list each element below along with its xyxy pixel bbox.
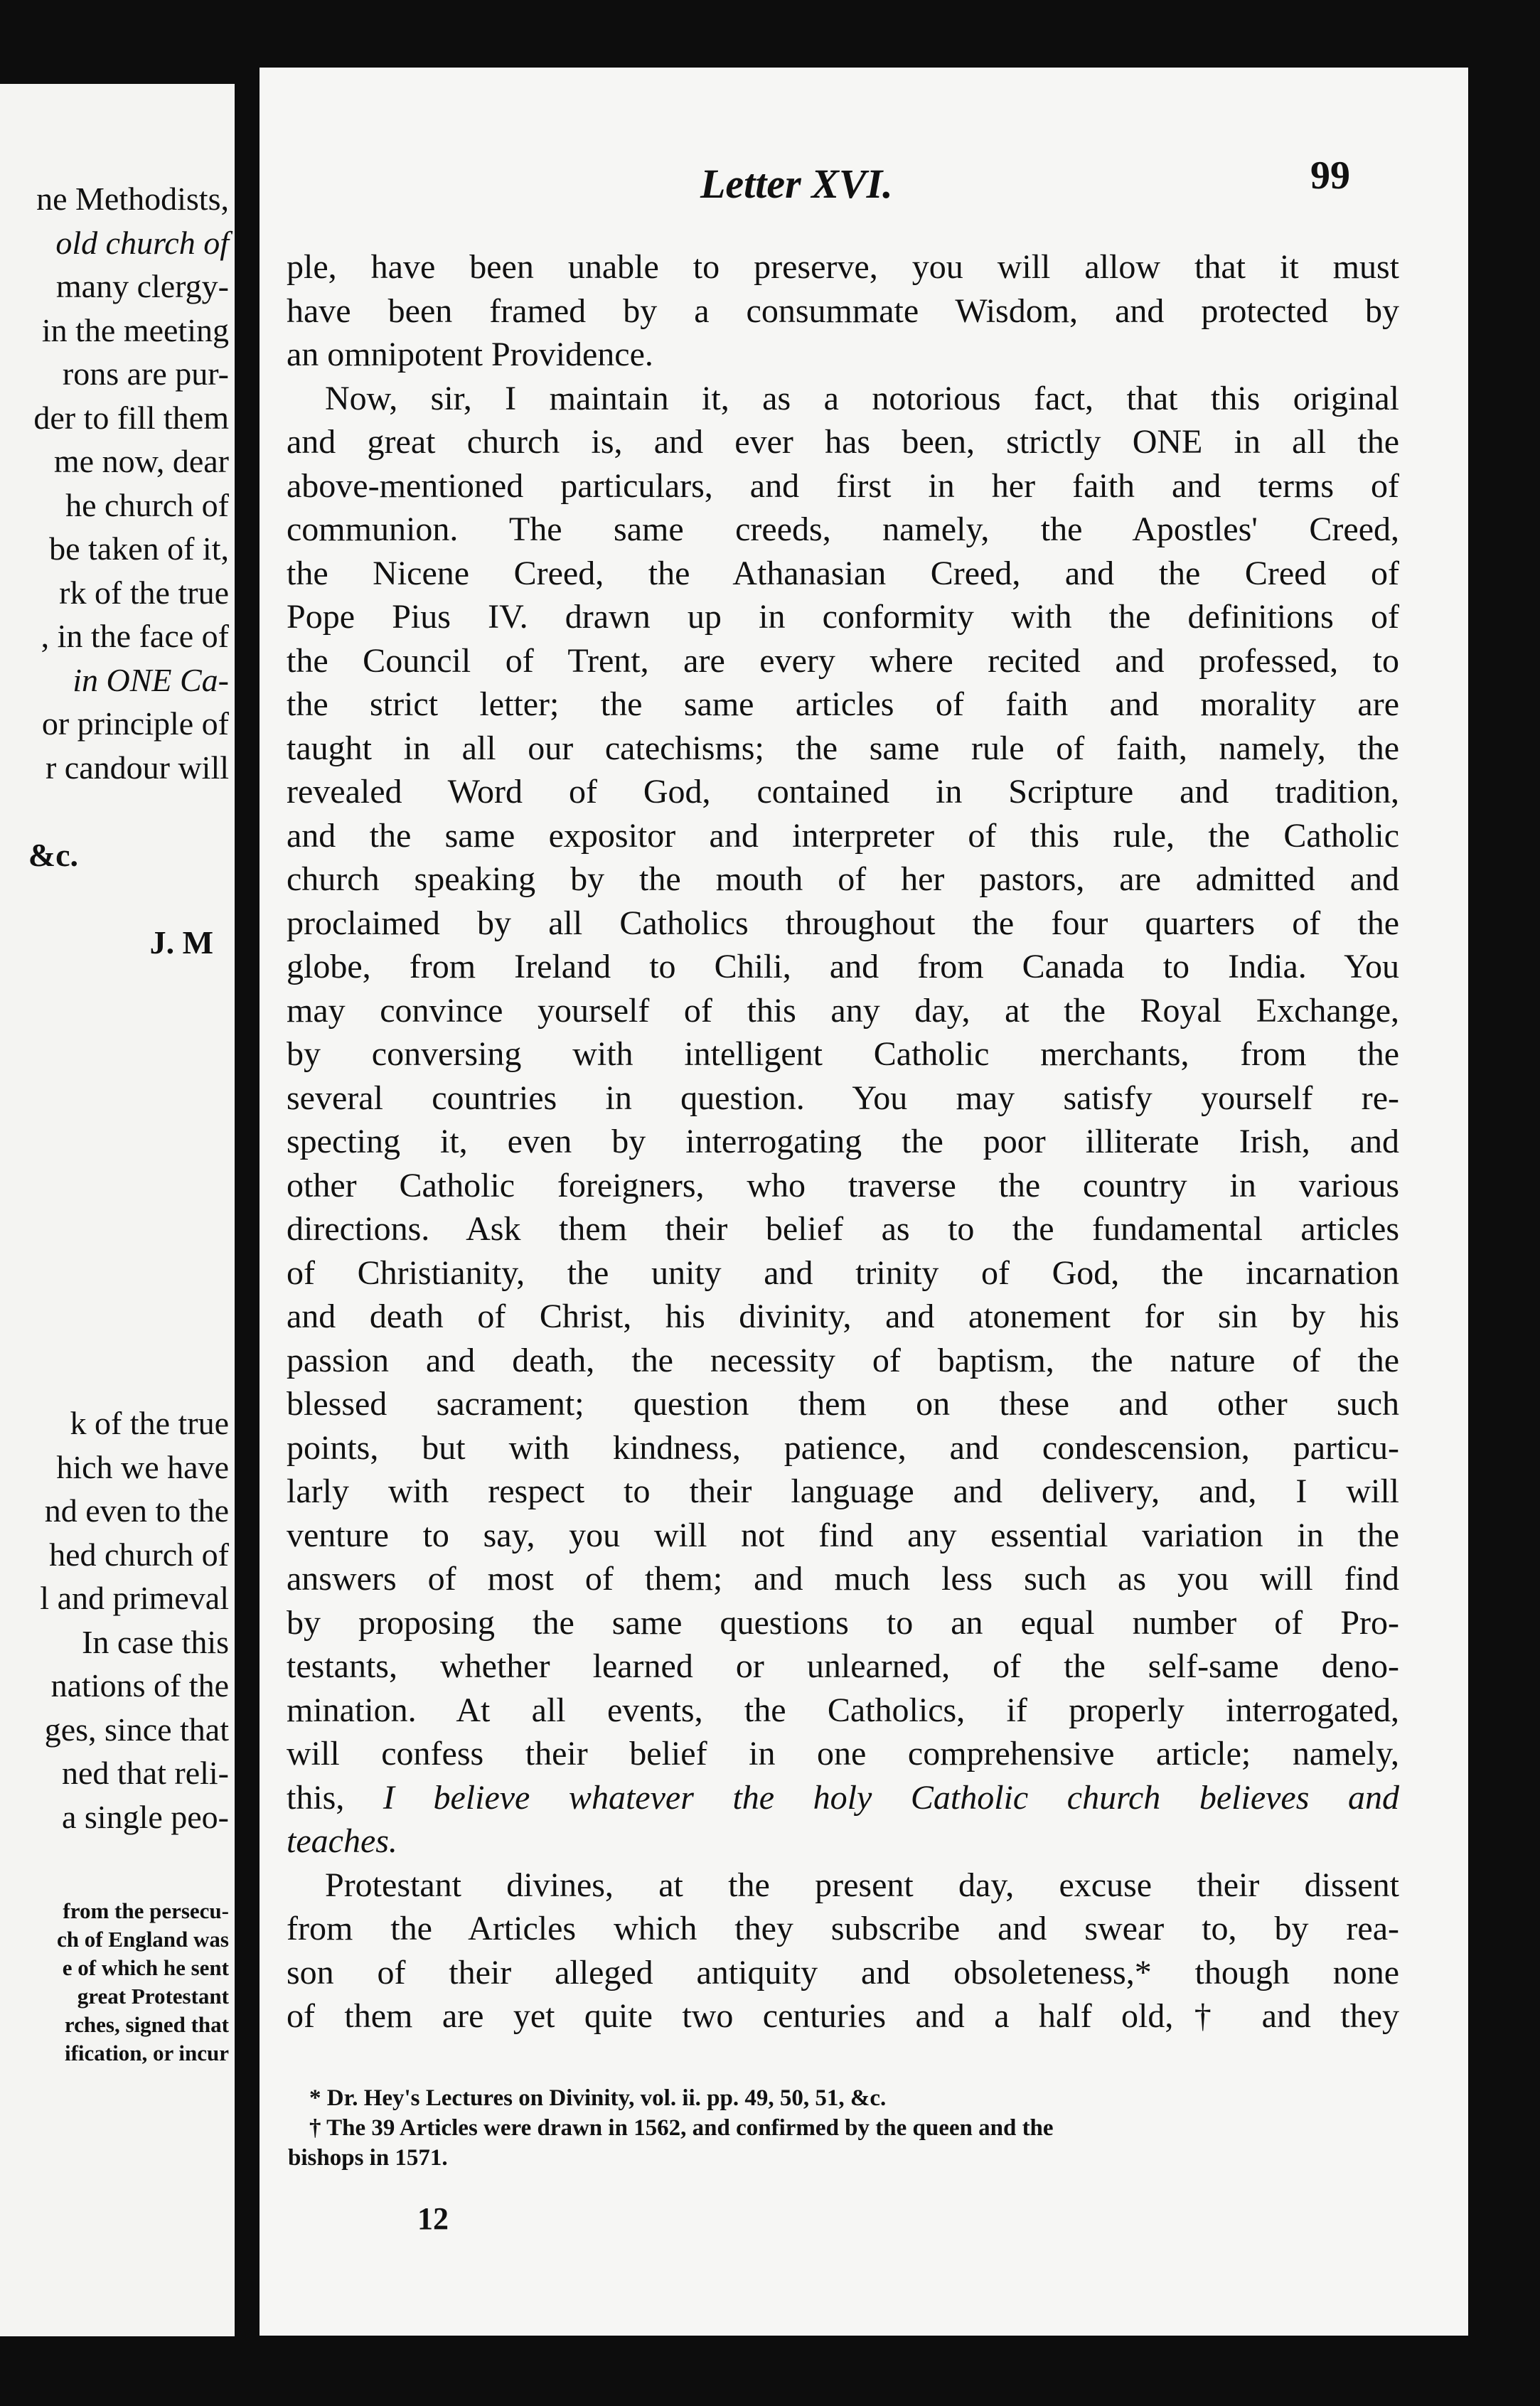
left-text-line: in the meeting bbox=[41, 311, 229, 348]
text-line: will confess their belief in one comprehensive article; namely, bbox=[287, 1735, 1399, 1773]
text-line: specting it, even by interrogating the poor illiterate Irish, and bbox=[287, 1123, 1399, 1160]
left-text-line: or principle of bbox=[41, 705, 229, 742]
text-line: proclaimed by all Catholics throughout the four quarters of the bbox=[287, 904, 1399, 942]
left-text-line: , in the face of bbox=[41, 618, 229, 654]
footnote-line: * Dr. Hey's Lectures on Divinity, vol. ii. pp. 49, 50, 51, &c. bbox=[309, 2085, 887, 2111]
left-text-line: ned that reli- bbox=[61, 1755, 229, 1791]
text-line: and death of Christ, his divinity, and atonement for sin by his bbox=[287, 1298, 1399, 1335]
left-text-line: k of the true bbox=[70, 1405, 229, 1441]
left-footnote-line: ch of England was bbox=[56, 1927, 229, 1952]
text-line: by proposing the same questions to an equal number of Pro- bbox=[287, 1603, 1399, 1642]
left-text-line: rons are pur- bbox=[62, 355, 229, 392]
text-line: Protestant divines, at the present day, excuse their dissent bbox=[325, 1866, 1399, 1904]
left-text-line: J. M bbox=[149, 924, 213, 961]
text-line: communion. The same creeds, namely, the Apostles' Creed, bbox=[287, 510, 1399, 548]
left-text-line: many clergy- bbox=[55, 268, 229, 304]
text-line: Now, sir, I maintain it, as a notorious fact, that this original bbox=[325, 379, 1399, 417]
left-text-line: &c. bbox=[28, 836, 78, 873]
text-line: teaches. bbox=[287, 1822, 397, 1860]
left-text-line: hich we have bbox=[56, 1448, 229, 1485]
text-line: mination. At all events, the Catholics, if properly interrogated, bbox=[287, 1691, 1399, 1729]
text-line: revealed Word of God, contained in Scripture and tradition, bbox=[287, 773, 1399, 811]
text-line: directions. Ask them their belief as to the fundamental articles bbox=[287, 1210, 1399, 1248]
text-line: blessed sacrament; question them on these and other such bbox=[287, 1385, 1399, 1423]
left-page-fragment bbox=[0, 84, 235, 2336]
text-line: the Council of Trent, are every where recited and professed, to bbox=[287, 641, 1399, 680]
text-line: points, but with kindness, patience, and condescension, particu- bbox=[287, 1428, 1399, 1467]
left-text-line: he church of bbox=[65, 486, 229, 523]
left-footnote-line: from the persecu- bbox=[63, 1898, 229, 1923]
footnote-line: † The 39 Articles were drawn in 1562, and confirmed by the queen and the bbox=[309, 2115, 1054, 2141]
left-text-line: ges, since that bbox=[44, 1711, 229, 1748]
text-line: and the same expositor and interpreter of this rule, the Catholic bbox=[287, 816, 1399, 855]
left-text-line: r candour will bbox=[45, 749, 229, 786]
text-line: the Nicene Creed, the Athanasian Creed, and the Creed of bbox=[287, 554, 1399, 592]
text-line: church speaking by the mouth of her pastors, are admitted and bbox=[287, 860, 1399, 898]
text-line: have been framed by a consummate Wisdom, and protected by bbox=[287, 292, 1399, 330]
left-text-line: ne Methodists, bbox=[36, 181, 229, 217]
left-text-line: hed church of bbox=[49, 1536, 229, 1573]
left-text-line: in ONE Ca- bbox=[73, 661, 229, 698]
text-line: from the Articles which they subscribe and swear to, by rea- bbox=[287, 1910, 1399, 1947]
text-line: other Catholic foreigners, who traverse the country in various bbox=[287, 1166, 1399, 1204]
text-line: Pope Pius IV. drawn up in conformity with the definitions of bbox=[287, 598, 1399, 636]
text-line: answers of most of them; and much less such as you will find bbox=[287, 1560, 1399, 1598]
left-text-line: l and primeval bbox=[40, 1580, 229, 1616]
text-line: and great church is, and ever has been, strictly ONE in all the bbox=[287, 423, 1399, 461]
left-footnote-line: ification, or incur bbox=[64, 2041, 229, 2065]
text-line: may convince yourself of this any day, at the Royal Exchange, bbox=[287, 991, 1399, 1030]
book-page bbox=[260, 68, 1468, 2336]
text-line: venture to say, you will not find any essential variation in the bbox=[287, 1516, 1399, 1554]
text-line: above-mentioned particulars, and first in her faith and terms of bbox=[287, 466, 1399, 505]
left-footnote-line: rches, signed that bbox=[64, 2012, 229, 2037]
text-line: taught in all our catechisms; the same rule of faith, namely, the bbox=[287, 729, 1399, 767]
left-text-line: In case this bbox=[82, 1623, 229, 1660]
left-text-line: a single peo- bbox=[61, 1798, 229, 1835]
text-line: several countries in question. You may satisfy yourself re- bbox=[287, 1079, 1399, 1117]
text-line: globe, from Ireland to Chili, and from Canada to India. You bbox=[287, 948, 1399, 985]
left-footnote-line: e of which he sent bbox=[62, 1955, 229, 1980]
left-text-line: nations of the bbox=[50, 1667, 229, 1704]
left-text-line: be taken of it, bbox=[49, 530, 229, 567]
signature-mark: 12 bbox=[417, 2201, 449, 2236]
text-line: son of their alleged antiquity and obsoleteness,* though none bbox=[287, 1953, 1399, 1991]
running-head: Letter XVI. bbox=[700, 161, 893, 207]
left-text-line: rk of the true bbox=[59, 574, 229, 611]
page-number: 99 bbox=[1310, 154, 1350, 198]
text-line: by conversing with intelligent Catholic merchants, from the bbox=[287, 1035, 1399, 1073]
text-line: this, I believe whatever the holy Catholic church believes and bbox=[287, 1778, 1399, 1817]
footnotes bbox=[288, 2083, 1397, 2173]
left-footnote-line: great Protestant bbox=[77, 1984, 229, 2009]
text-line: ple, have been unable to preserve, you will allow that it must bbox=[287, 248, 1399, 286]
text-line: testants, whether learned or unlearned, of the self-same deno- bbox=[287, 1647, 1399, 1685]
footnote-line: bishops in 1571. bbox=[288, 2145, 448, 2171]
body-text bbox=[287, 245, 1399, 2038]
text-line: of them are yet quite two centuries and a half old,† and they bbox=[287, 1997, 1399, 2035]
text-line: the strict letter; the same articles of faith and morality are bbox=[287, 685, 1399, 723]
text-line: larly with respect to their language and delivery, and, I will bbox=[287, 1472, 1399, 1510]
left-text-line: nd even to the bbox=[44, 1492, 229, 1529]
text-line: passion and death, the necessity of baptism, the nature of the bbox=[287, 1341, 1399, 1379]
text-line: of Christianity, the unity and trinity of God, the incarnation bbox=[287, 1253, 1399, 1292]
left-text-line: der to fill them bbox=[33, 399, 229, 436]
left-text-line: old church of bbox=[55, 224, 229, 261]
left-text-line: me now, dear bbox=[53, 443, 229, 479]
text-line: an omnipotent Providence. bbox=[287, 336, 653, 373]
